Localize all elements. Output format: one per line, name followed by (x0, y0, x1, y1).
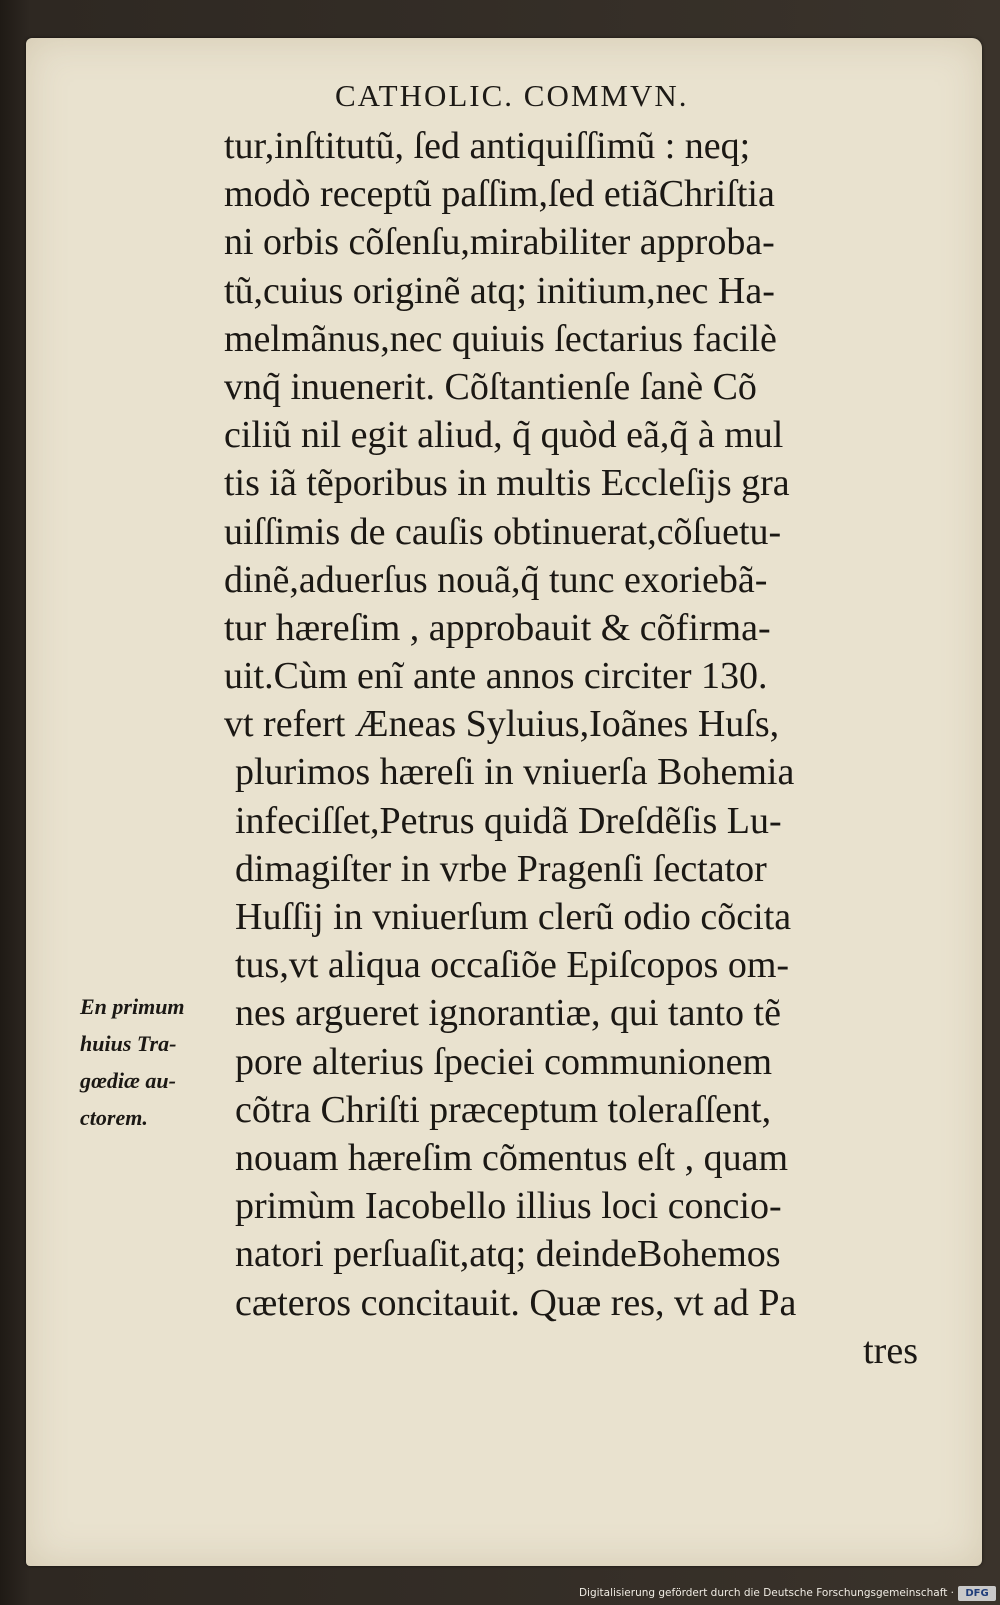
text-line: dimagiſter in vrbe Pragenſi ſectator (235, 847, 767, 890)
text-line: pore alterius ſpeciei communionem (235, 1040, 773, 1083)
text-line: Huſſij in vniuerſum clerũ odio cõcita (235, 896, 792, 938)
text-line: melmãnus,nec quiuis ſectarius facilè (224, 317, 777, 360)
text-line: tur hæreſim , approbauit & cõfirma- (224, 606, 771, 649)
text-line: tus,vt aliqua occaſiõe Epiſcopos om- (235, 944, 790, 987)
text-line: nouam hæreſim cõmentus eſt , quam (235, 1136, 789, 1179)
text-line: cõtra Chriſti præceptum toleraſſent, (235, 1088, 772, 1131)
text-line: uit.Cùm enĩ ante annos circiter 130. (224, 655, 768, 698)
text-line: uiſſimis de cauſis obtinuerat,cõſuetu- (224, 510, 782, 553)
body-text (224, 122, 924, 1375)
marginal-note-line: En primum (80, 994, 185, 1019)
text-line: vt refert Æneas Syluius,Ioãnes Huſs, (224, 703, 780, 746)
text-line: plurimos hæreſi in vniuerſa Bohemia (235, 751, 795, 794)
marginal-note-line: huius Tra- (80, 1031, 177, 1056)
text-line: ni orbis cõſenſu,mirabiliter approba- (224, 221, 775, 264)
text-line: ciliũ nil egit aliud, q̃ quòd eã,q̃ à mul (224, 414, 784, 457)
text-line: tis iã tẽporibus in multis Eccleſijs gra (224, 462, 790, 505)
text-line: infeciſſet,Petrus quidã Dreſdẽſis Lu- (235, 799, 782, 842)
text-line: tũ,cuius originẽ atq; initium,nec Ha- (224, 269, 775, 312)
text-line: cæteros concitauit. Quæ res, vt ad Pa (235, 1281, 797, 1324)
digitization-credit: Digitalisierung gefördert durch die Deutsche Forschungsgemeinschaft · (578, 1587, 954, 1599)
text-line: vnq̃ inuenerit. Cõſtantienſe ſanè Cõ (224, 365, 757, 408)
catchword: tres (863, 1329, 918, 1372)
text-line: modò receptũ paſſim,ſed etiãChriſtia (224, 173, 775, 216)
marginal-note (80, 988, 240, 1136)
marginal-note-line: ctorem. (80, 1105, 148, 1130)
text-line: dinẽ,aduerſus nouã,q̃ tunc exoriebã- (224, 558, 768, 601)
running-head: CATHOLIC. COMMVN. (335, 78, 689, 113)
text-line: nes argueret ignorantiæ, qui tanto tẽ (235, 992, 781, 1035)
text-line: natori perſuaſit,atq; deindeBohemos (235, 1233, 781, 1276)
text-line: primùm Iacobello illius loci concio- (235, 1185, 782, 1228)
dfg-logo: DFG (958, 1586, 996, 1601)
marginal-note-line: gœdiæ au- (80, 1068, 176, 1093)
text-line: tur,inſtitutũ, ſed antiquiſſimũ : neq; (224, 125, 751, 167)
